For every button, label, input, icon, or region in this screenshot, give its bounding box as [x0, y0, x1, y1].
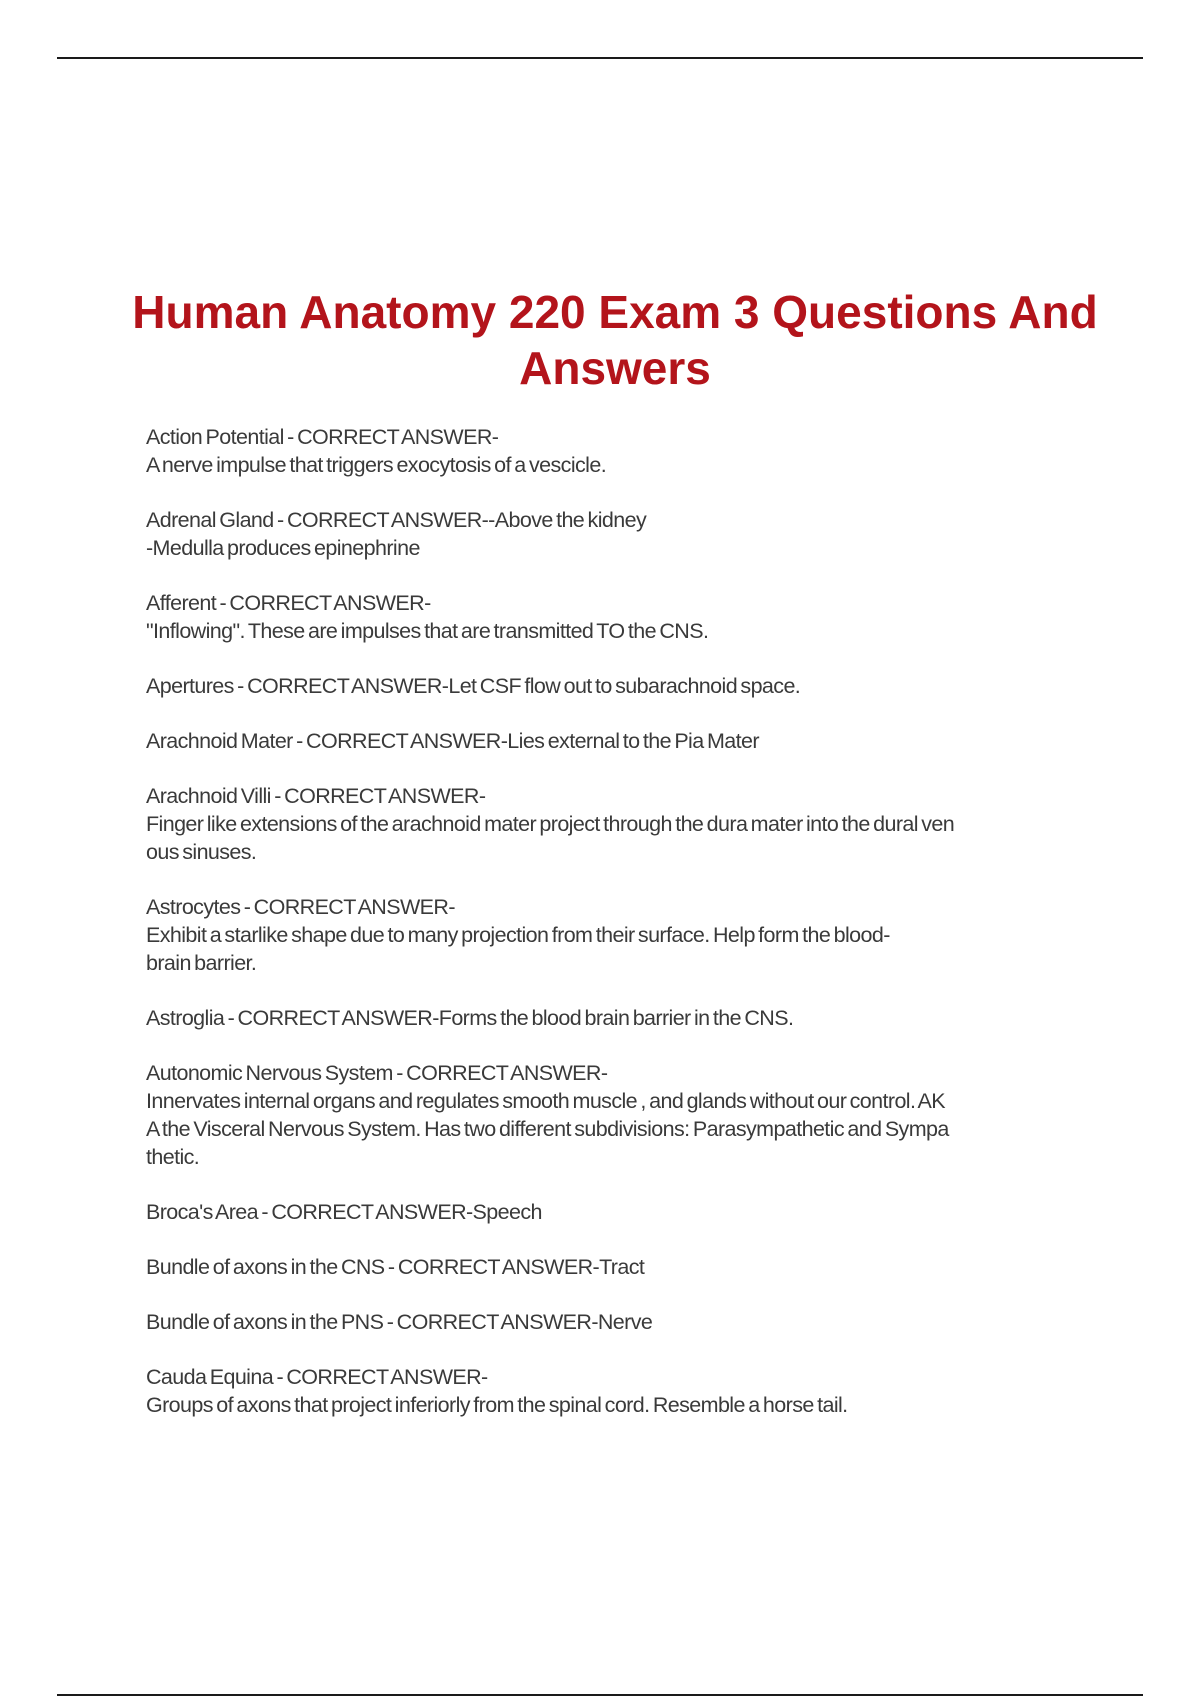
qa-entry — [146, 1363, 1086, 1419]
qa-entry-line: "Inflowing". These are impulses that are transmitted TO the CNS. — [146, 619, 709, 643]
qa-entry — [146, 589, 1086, 645]
entry-list — [146, 423, 1086, 1446]
qa-entry-line: Action Potential - CORRECT ANSWER- — [146, 425, 499, 449]
qa-entry — [146, 672, 1086, 700]
qa-entry-line: A the Visceral Nervous System. Has two different subdivisions: Parasympathetic and Sympa — [146, 1117, 949, 1141]
qa-entry-line: Cauda Equina - CORRECT ANSWER- — [146, 1365, 488, 1389]
qa-entry-line: Astroglia - CORRECT ANSWER-Forms the blood brain barrier in the CNS. — [146, 1006, 794, 1030]
qa-entry-line: Innervates internal organs and regulates smooth muscle , and glands without our control. AK — [146, 1089, 946, 1113]
qa-entry — [146, 782, 1086, 866]
qa-entry-line: Arachnoid Mater - CORRECT ANSWER-Lies external to the Pia Mater — [146, 729, 759, 753]
qa-entry-line: Autonomic Nervous System - CORRECT ANSWER- — [146, 1061, 608, 1085]
qa-entry — [146, 506, 1086, 562]
qa-entry — [146, 1004, 1086, 1032]
qa-entry-line: brain barrier. — [146, 951, 257, 975]
qa-entry-line: Exhibit a starlike shape due to many projection from their surface. Help form the blood- — [146, 923, 890, 947]
qa-entry — [146, 1308, 1086, 1336]
qa-entry — [146, 1253, 1086, 1281]
qa-entry-line: Arachnoid Villi - CORRECT ANSWER- — [146, 784, 486, 808]
qa-entry-line: -Medulla produces epinephrine — [146, 536, 420, 560]
qa-entry-line: Broca's Area - CORRECT ANSWER-Speech — [146, 1200, 542, 1224]
qa-entry-line: Finger like extensions of the arachnoid mater project through the dura mater into the dural ven — [146, 812, 955, 836]
qa-entry — [146, 423, 1086, 479]
qa-entry-line: Astrocytes - CORRECT ANSWER- — [146, 895, 455, 919]
qa-entry-line: Adrenal Gland - CORRECT ANSWER--Above the kidney — [146, 508, 647, 532]
qa-entry-line: Bundle of axons in the CNS - CORRECT ANSWER-Tract — [146, 1255, 645, 1279]
qa-entry — [146, 727, 1086, 755]
qa-entry-line: ous sinuses. — [146, 840, 257, 864]
qa-entry-line: Afferent - CORRECT ANSWER- — [146, 591, 431, 615]
document-title: Human Anatomy 220 Exam 3 Questions And Answers — [132, 286, 1098, 394]
top-rule — [57, 57, 1143, 59]
qa-entry-line: Bundle of axons in the PNS - CORRECT ANSWER-Nerve — [146, 1310, 653, 1334]
qa-entry — [146, 1059, 1086, 1171]
qa-entry — [146, 1198, 1086, 1226]
qa-entry — [146, 893, 1086, 977]
qa-entry-line: thetic. — [146, 1145, 200, 1169]
qa-entry-line: A nerve impulse that triggers exocytosis of a vescicle. — [146, 453, 607, 477]
qa-entry-line: Groups of axons that project inferiorly from the spinal cord. Resemble a horse tail. — [146, 1393, 848, 1417]
qa-entry-line: Apertures - CORRECT ANSWER-Let CSF flow out to subarachnoid space. — [146, 674, 801, 698]
bottom-rule — [57, 1694, 1143, 1696]
